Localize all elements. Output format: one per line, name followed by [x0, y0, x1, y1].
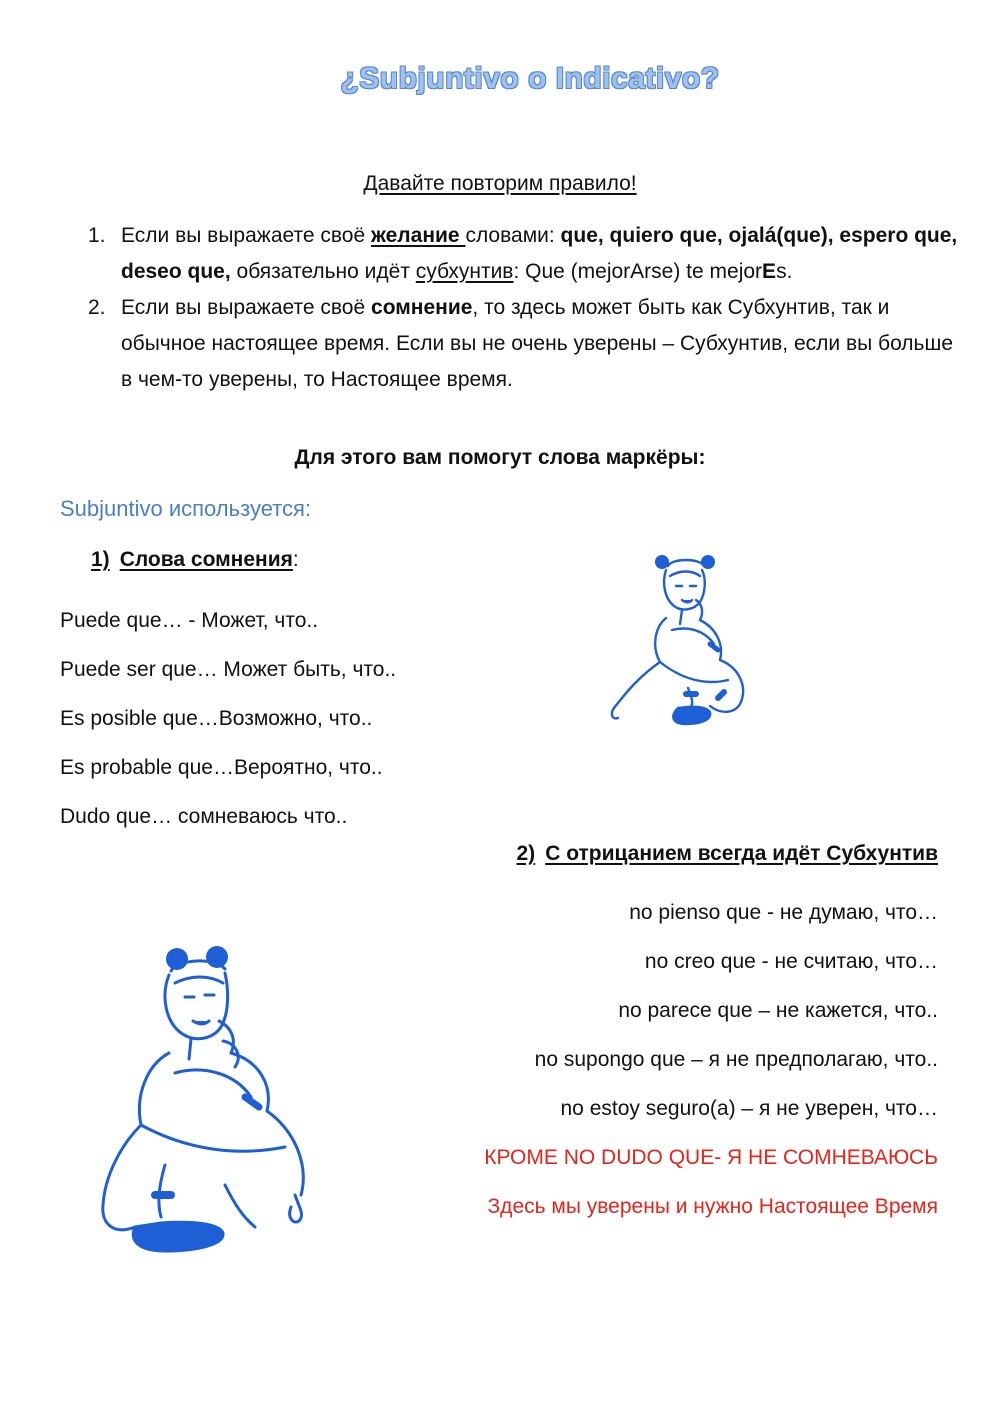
list-item: no estoy seguro(a) – я не уверен, что… [560, 1097, 938, 1120]
rule-1-example-a: : Que (mejorArse) te mejor [513, 260, 763, 283]
rule-2-doubt-word: сомнение [371, 296, 473, 319]
negation-list [484, 888, 938, 1231]
rule-2-number: 2. [88, 296, 106, 319]
exception-explanation: Здесь мы уверены и нужно Настоящее Время [487, 1195, 938, 1218]
list-item: no parece que – не кажется, что.. [618, 999, 938, 1022]
list-item: Puede ser que… Может быть, что.. [60, 658, 397, 681]
rules-list [88, 218, 958, 398]
section-1-number: 1) [91, 548, 110, 571]
rule-2-text-a: Если вы выражаете своё [121, 296, 372, 319]
subjuntivo-uses-heading: Subjuntivo используется: [60, 496, 312, 521]
rule-2 [88, 290, 958, 398]
rule-1-wish-word: желание [371, 224, 466, 247]
page-title: ¿Subjuntivo o Indicativo? [340, 62, 720, 95]
section-1-title: Слова сомнения [119, 548, 293, 571]
doubt-words-list [60, 596, 396, 841]
section-2-number: 2) [516, 842, 536, 865]
list-item: Es probable que…Вероятно, что.. [60, 756, 383, 779]
list-item: Dudo que… сомневаюсь что.. [60, 805, 348, 828]
rule-1-number: 1. [88, 224, 106, 247]
rule-1-text-a: Если вы выражаете своё [121, 224, 372, 247]
rule-1 [88, 218, 958, 290]
rule-1-marker-words: que, quiero que, ojalá(que), espero que, deseo que, [121, 224, 958, 283]
list-item: no supongo que – я не предполагаю, что.. [534, 1048, 938, 1071]
exception-warning: КРОМЕ NO DUDO QUE- Я НЕ СОМНЕВАЮСЬ [484, 1146, 938, 1169]
list-item: no pienso que - не думаю, что… [629, 901, 938, 924]
list-item: no creo que - не считаю, что… [644, 950, 938, 973]
section-1-colon: : [292, 548, 299, 571]
rule-subtitle: Давайте повторим правило! [363, 172, 637, 195]
section-2-title: С отрицанием всегда идёт Субхунтив [545, 842, 938, 865]
markers-heading: Для этого вам помогут слова маркёры: [294, 446, 706, 469]
rule-2-text-b: , то здесь может быть как Субхунтив, так и обычное настоящее время. Если вы не очень уверены – Субхунтив, если вы больше в чем-то уверены, то Настоящее время. [121, 296, 954, 391]
rule-1-example-ending: E [762, 260, 777, 283]
rule-1-subjunctive-word: субхунтив [415, 260, 514, 283]
rule-1-text-c: обязательно идёт [230, 260, 416, 283]
section-1-heading [91, 548, 299, 572]
list-item: Es posible que…Возможно, что.. [60, 707, 373, 730]
rule-1-example-b: s. [776, 260, 793, 283]
rule-1-text-b: словами: [465, 224, 561, 247]
squatting-girl-illustration-large [95, 935, 325, 1265]
list-item: Puede que… - Может, что.. [60, 609, 319, 632]
squatting-girl-illustration-small [600, 548, 760, 738]
section-2-heading [517, 842, 939, 866]
